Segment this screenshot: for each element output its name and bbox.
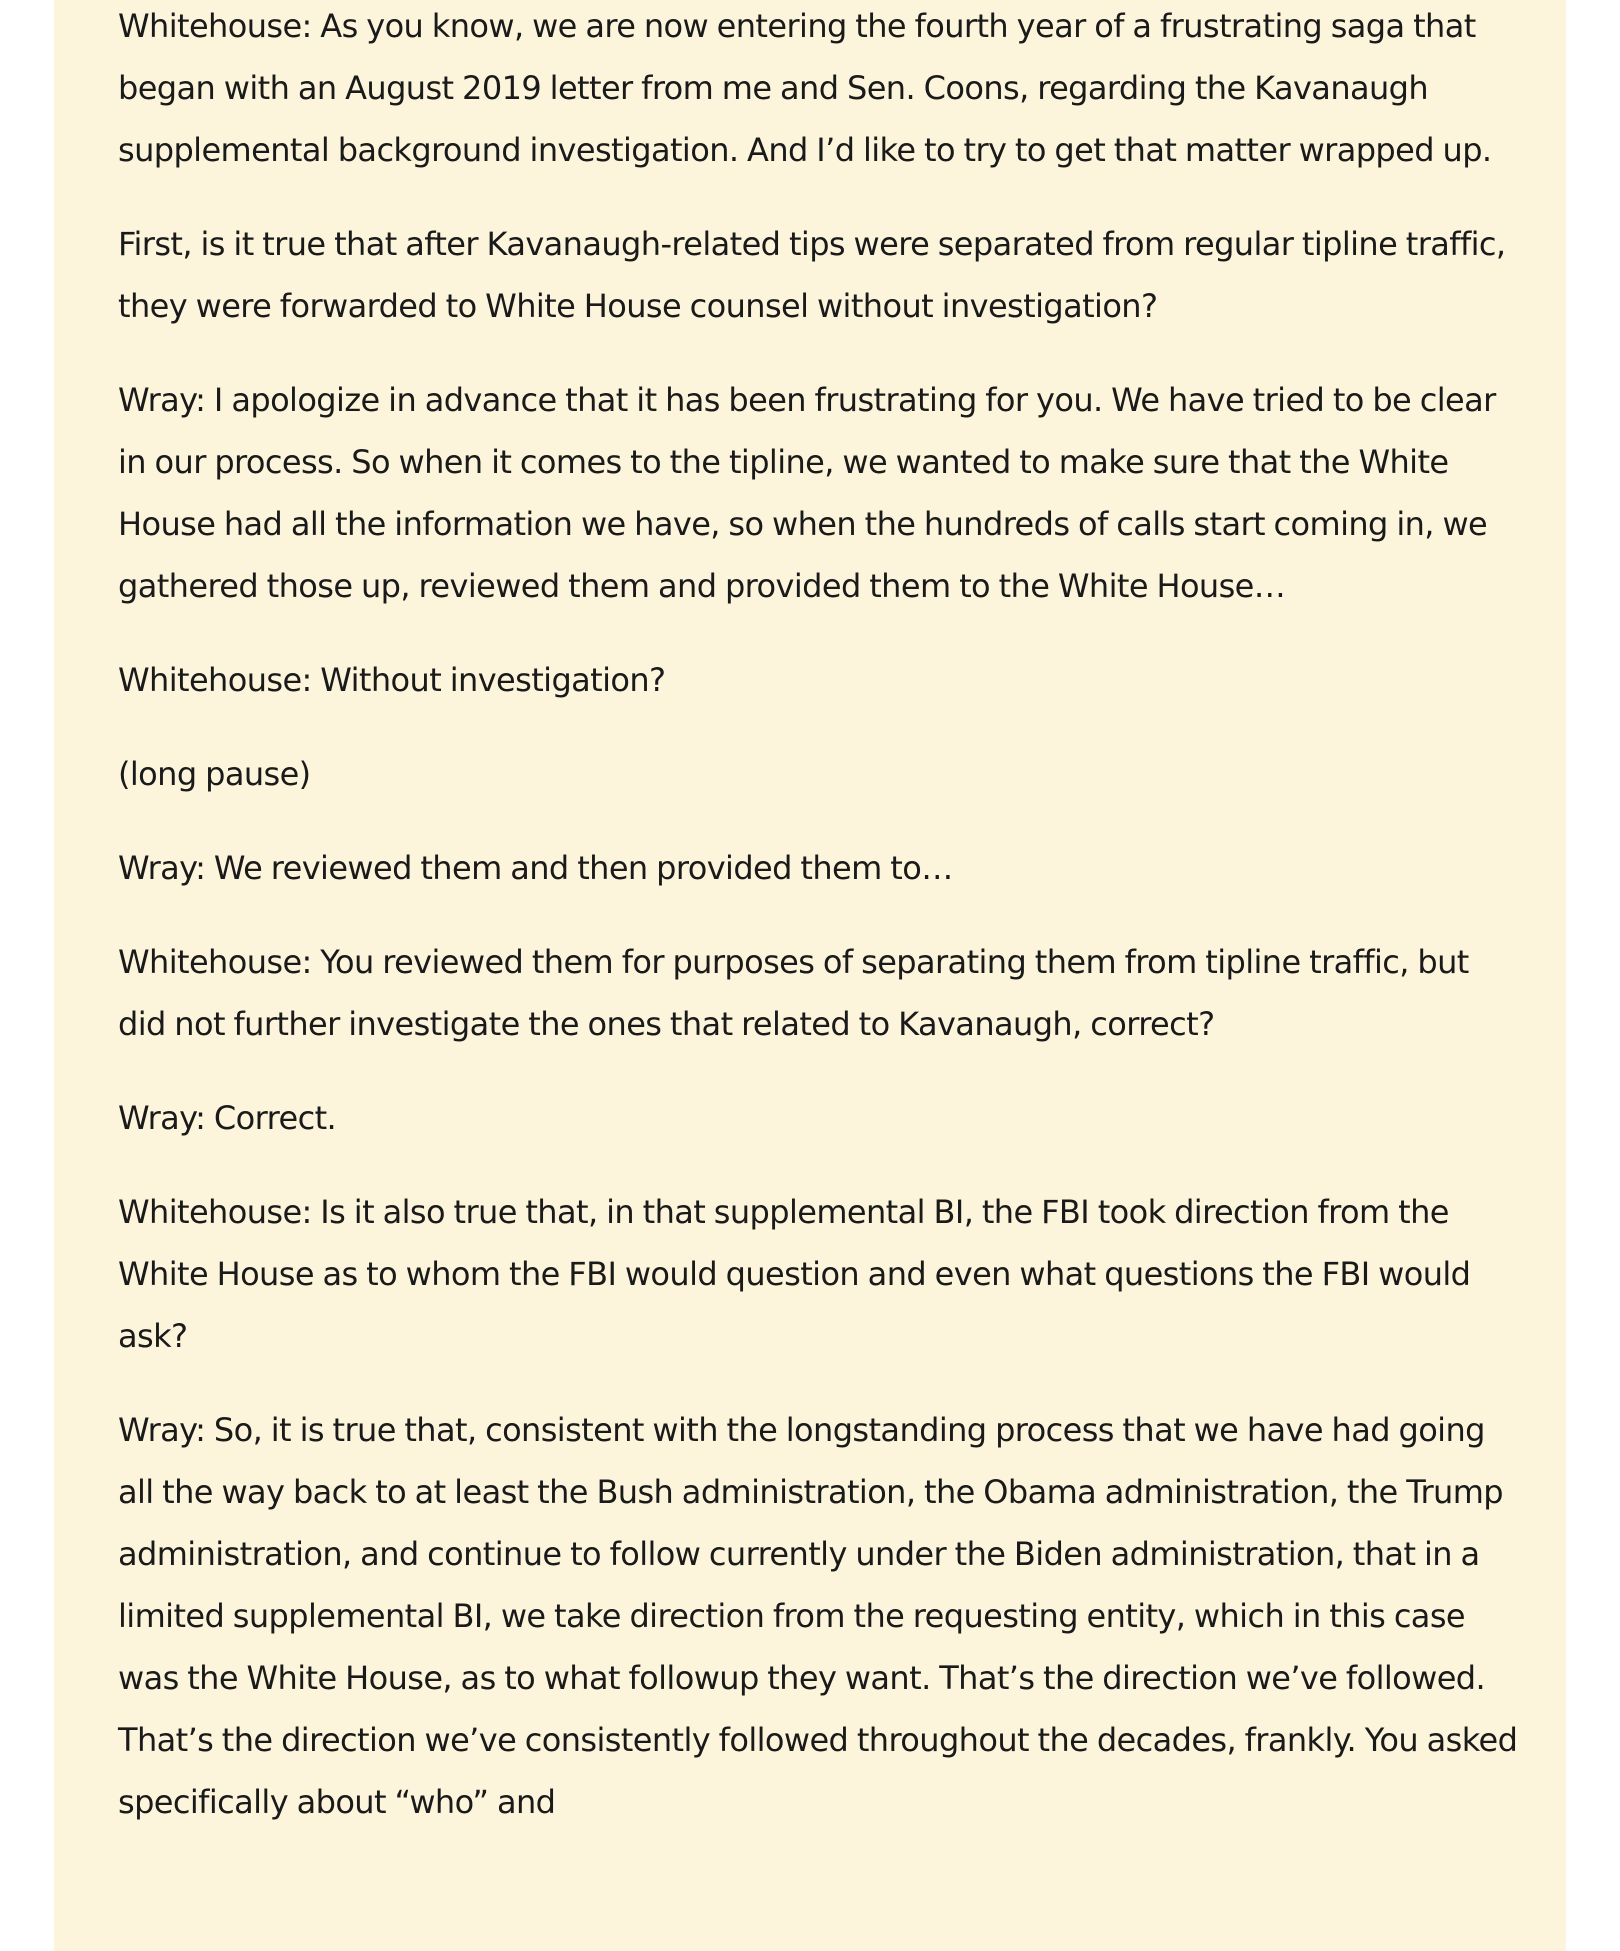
article-body <box>118 0 1518 1865</box>
paragraph-wray-correct: Wray: Correct. <box>118 1099 337 1137</box>
paragraph-wray-reviewed: Wray: We reviewed them and then provided them to… <box>118 849 953 887</box>
paragraph-long-pause: (long pause) <box>118 755 311 793</box>
paragraph-wray-apology: Wray: I apologize in advance that it has been frustrating for you. We have tried to be clear in our process. So when it comes to the tipline, we wanted to make sure that the White House had all the information we have, so when the hundreds of calls start coming in, we gathered those up, reviewed them and provided them to the White House… <box>118 381 1496 605</box>
article-panel <box>54 0 1566 1951</box>
paragraph-whitehouse-opening: Whitehouse: As you know, we are now entering the fourth year of a frustrating saga that began with an August 2019 letter from me and Sen. Coons, regarding the Kavanaugh supplemental background investigation. And I’d like to try to get that matter wrapped up. <box>118 7 1492 169</box>
paragraph-whitehouse-reviewed-question: Whitehouse: You reviewed them for purposes of separating them from tipline traffic, but did not further investigate the ones that related to Kavanaugh, correct? <box>118 943 1469 1043</box>
paragraph-whitehouse-without-investigation: Whitehouse: Without investigation? <box>118 661 666 699</box>
paragraph-wray-longstanding-process: Wray: So, it is true that, consistent with the longstanding process that we have had going all the way back to at least the Bush administration, the Obama administration, the Trump administration, and continue to follow currently under the Biden administration, that in a limited supplemental BI, we take direction from the requesting entity, which in this case was the White House, as to what followup they want. That’s the direction we’ve followed. That’s the direction we’ve consistently followed throughout the decades, frankly. You asked specifically about “who” and <box>118 1411 1518 1821</box>
paragraph-whitehouse-question-tips: First, is it true that after Kavanaugh-related tips were separated from regular tipline traffic, they were forwarded to White House counsel without investigation? <box>118 225 1506 325</box>
paragraph-whitehouse-direction-question: Whitehouse: Is it also true that, in that supplemental BI, the FBI took direction from the White House as to whom the FBI would question and even what questions the FBI would ask? <box>118 1193 1471 1355</box>
